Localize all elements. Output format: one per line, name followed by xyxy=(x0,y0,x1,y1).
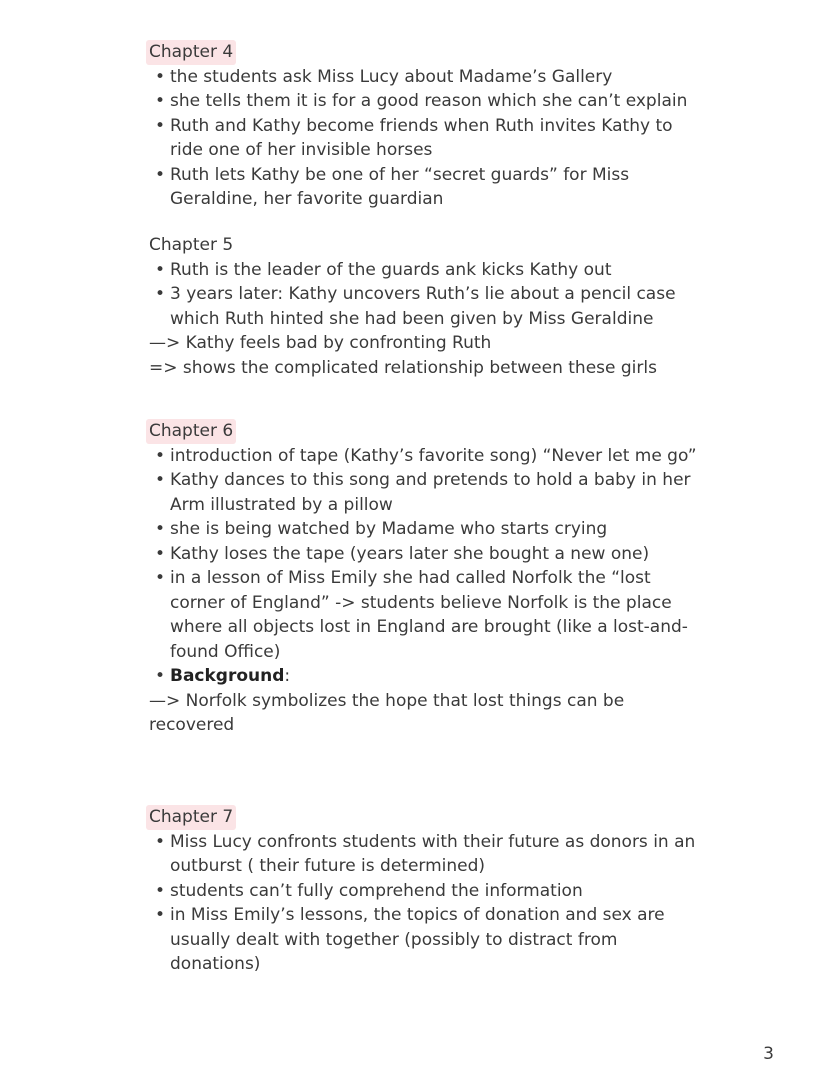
chapter-5-section xyxy=(149,233,709,380)
list-item: • in a lesson of Miss Emily she had called Norfolk the “lost corner of England” -> students believe Norfolk is the place where all objects lost in England are brought (like a lost-and-found Office) xyxy=(155,568,688,662)
list-item: • Ruth lets Kathy be one of her “secret guards” for Miss Geraldine, her favorite guardian xyxy=(155,164,630,209)
list-item: • the students ask Miss Lucy about Madame’s Gallery xyxy=(155,66,613,87)
list-item: • 3 years later: Kathy uncovers Ruth’s lie about a pencil case which Ruth hinted she had been given by Miss Geraldine xyxy=(155,284,676,329)
chapter-5-conclusion: => shows the complicated relationship between these girls xyxy=(149,357,657,378)
chapter-5-bullet-list xyxy=(149,258,709,332)
list-item: • Ruth and Kathy become friends when Ruth invites Kathy to ride one of her invisible horses xyxy=(155,115,673,160)
list-item: • introduction of tape (Kathy’s favorite song) “Never let me go” xyxy=(155,445,697,466)
list-item: • Ruth is the leader of the guards ank kicks Kathy out xyxy=(155,259,612,280)
list-item: • Background: xyxy=(155,666,291,686)
chapter-6-conclusion-line-1: —> Norfolk symbolizes the hope that lost things can be xyxy=(149,690,625,711)
page-number: 3 xyxy=(763,1044,774,1064)
list-item: • Kathy loses the tape (years later she bought a new one) xyxy=(155,543,650,564)
chapter-7-title: Chapter 7 xyxy=(146,805,236,830)
chapter-4-bullet-list xyxy=(149,65,709,212)
chapter-4-title: Chapter 4 xyxy=(146,40,236,65)
chapter-4-section xyxy=(149,40,709,212)
background-label: Background xyxy=(170,666,285,686)
list-item: • she is being watched by Madame who starts crying xyxy=(155,519,608,539)
chapter-5-title: Chapter 5 xyxy=(149,235,234,255)
chapter-5-arrow-note: —> Kathy feels bad by confronting Ruth xyxy=(149,333,492,353)
list-item: • Miss Lucy confronts students with their future as donors in an outburst ( their future is determined) xyxy=(155,831,696,876)
chapter-6-conclusion-line-2: recovered xyxy=(149,715,235,735)
chapter-6-title: Chapter 6 xyxy=(146,419,236,444)
chapter-6-bullet-list xyxy=(149,444,709,689)
chapter-7-bullet-list xyxy=(149,830,709,977)
chapter-6-section xyxy=(149,419,709,738)
list-item: • in Miss Emily’s lessons, the topics of donation and sex are usually dealt with together (possibly to distract from donations) xyxy=(155,905,665,974)
list-item: • she tells them it is for a good reason which she can’t explain xyxy=(155,91,688,111)
list-item: • students can’t fully comprehend the information xyxy=(155,880,583,901)
list-item: • Kathy dances to this song and pretends to hold a baby in her Arm illustrated by a pillow xyxy=(155,470,691,515)
chapter-7-section xyxy=(149,805,709,977)
